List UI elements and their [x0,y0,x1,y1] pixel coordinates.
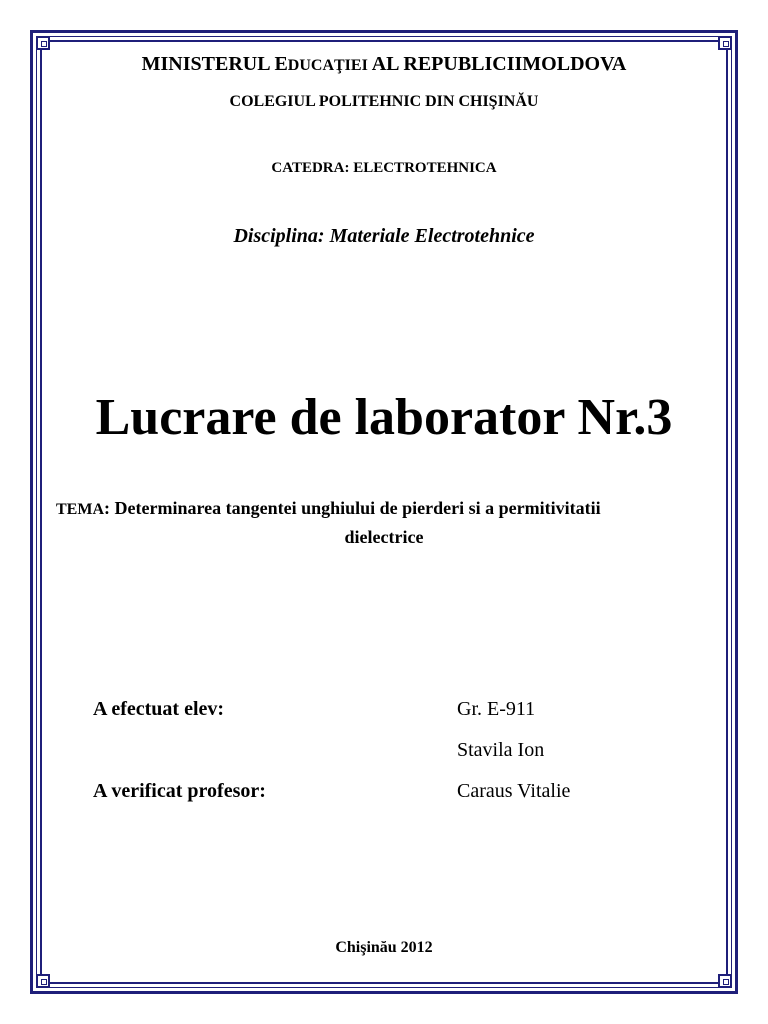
ministry-heading [0,53,768,76]
tema-text: : Determinarea tangentei unghiului de pierderi si a permitivitatii [104,498,601,518]
catedra-heading: CATEDRA: ELECTROTEHNICA [271,160,497,176]
corner-ornament-bottom-right [718,974,732,988]
group-value: Gr. E-911 [457,698,536,720]
student-name: Stavila Ion [457,739,545,761]
efectuat-label: A efectuat elev: [93,698,225,720]
tema-text-continued: dielectrice [344,527,424,547]
ministry-text-1: MINISTERUL E [141,53,288,75]
ministry-text-3: AL REPUBLICIIMOLDOVA [367,53,627,75]
disciplina-heading: Disciplina: Materiale Electrotehnice [233,225,535,247]
ministry-text-2: DUCAŢIEI [287,57,368,74]
tema-label: TEMA [56,501,104,518]
corner-ornament-bottom-left [36,974,50,988]
corner-ornament-top-left [36,36,50,50]
college-heading: COLEGIUL POLITEHNIC DIN CHIŞINĂU [229,93,539,110]
footer-place-year: Chişinău 2012 [335,939,433,956]
professor-name: Caraus Vitalie [457,780,571,802]
corner-ornament-top-right [718,36,732,50]
tema-line [56,498,736,519]
verificat-label: A verificat profesor: [93,780,266,802]
document-title: Lucrare de laborator Nr.3 [95,389,673,446]
